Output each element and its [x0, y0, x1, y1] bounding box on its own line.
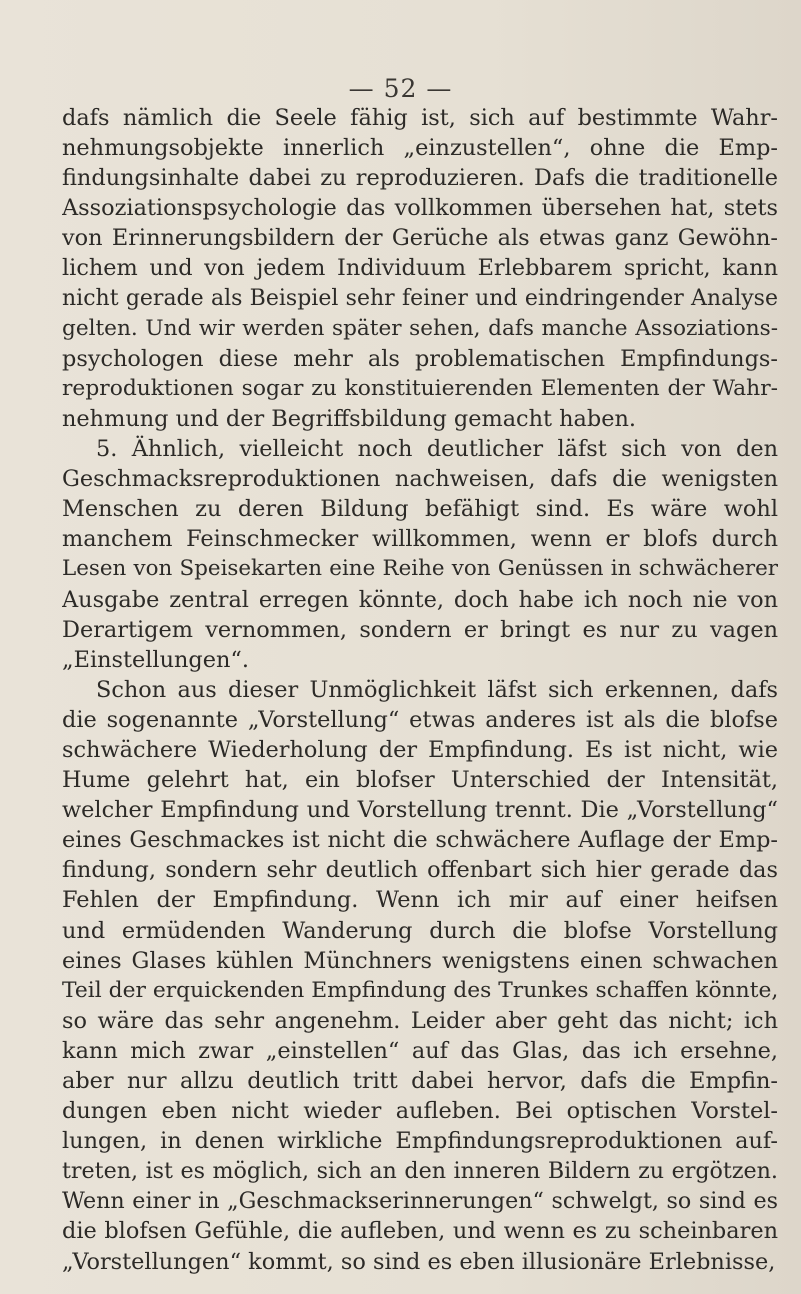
text-line: 5. Ähnlich, vielleicht noch deutlicher läfst sich von den	[96, 436, 778, 463]
text-line: Assoziationspsychologie das vollkommen übersehen hat, stets	[62, 195, 778, 222]
text-line: nicht gerade als Beispiel sehr feiner und eindringender Analyse	[62, 285, 778, 311]
text-line: von Erinnerungsbildern der Gerüche als etwas ganz Gewöhn-	[62, 225, 778, 252]
text-line: nehmungsobjekte innerlich „einzustellen“, ohne die Emp-	[62, 135, 778, 162]
text-line: Schon aus dieser Unmöglichkeit läfst sich erkennen, dafs	[96, 676, 778, 703]
text-line: und ermüdenden Wanderung durch die blofse Vorstellung	[62, 917, 778, 944]
text-line: Geschmacksreproduktionen nachweisen, dafs die wenigsten	[62, 466, 778, 493]
text-line: Derartigem vernommen, sondern er bringt es nur zu vagen	[62, 616, 778, 643]
text-line: welcher Empfindung und Vorstellung trennt. Die „Vorstellung“	[62, 797, 778, 824]
text-line: nehmung und der Begriffsbildung gemacht haben.	[62, 405, 637, 432]
page-number: — 52 —	[348, 74, 453, 103]
text-line: die sogenannte „Vorstellung“ etwas anderes ist als die blofse	[62, 706, 778, 733]
text-line: so wäre das sehr angenehm. Leider aber geht das nicht; ich	[62, 1007, 778, 1034]
text-line: Hume gelehrt hat, ein blofser Unterschied der Intensität,	[62, 767, 778, 794]
text-line: reproduktionen sogar zu konstituierenden Elementen der Wahr-	[62, 375, 778, 401]
text-line: kann mich zwar „einstellen“ auf das Glas, das ich ersehne,	[62, 1037, 778, 1064]
text-line: findungsinhalte dabei zu reproduzieren. Dafs die traditionelle	[62, 165, 778, 192]
text-line: gelten. Und wir werden später sehen, dafs manche Assoziations-	[62, 315, 778, 341]
text-line: die blofsen Gefühle, die aufleben, und wenn es zu scheinbaren	[62, 1218, 778, 1245]
text-line: lichem und von jedem Individuum Erlebbarem spricht, kann	[62, 255, 778, 282]
text-line: „Einstellungen“.	[62, 646, 249, 673]
text-line: findung, sondern sehr deutlich offenbart sich hier gerade das	[62, 857, 778, 884]
text-line: „Vorstellungen“ kommt, so sind es eben illusionäre Erlebnisse,	[62, 1248, 776, 1275]
text-line: Wenn einer in „Geschmackserinnerungen“ schwelgt, so sind es	[62, 1188, 778, 1215]
text-line: Ausgabe zentral erregen könnte, doch habe ich noch nie von	[62, 586, 778, 613]
text-line: manchem Feinschmecker willkommen, wenn er blofs durch	[62, 526, 778, 553]
text-line: psychologen diese mehr als problematischen Empfindungs-	[62, 345, 778, 372]
text-line: dungen eben nicht wieder aufleben. Bei optischen Vorstel-	[62, 1098, 778, 1125]
text-line: Teil der erquickenden Empfindung des Trunkes schaffen könnte,	[62, 977, 778, 1003]
text-line: Lesen von Speisekarten eine Reihe von Genüssen in schwächerer	[62, 556, 778, 582]
text-line: schwächere Wiederholung der Empfindung. Es ist nicht, wie	[62, 736, 778, 763]
text-line: eines Geschmackes ist nicht die schwächere Auflage der Emp-	[62, 827, 778, 854]
text-line: dafs nämlich die Seele fähig ist, sich auf bestimmte Wahr-	[62, 105, 778, 131]
text-line: lungen, in denen wirkliche Empfindungsreproduktionen auf-	[62, 1128, 778, 1155]
body-text	[62, 103, 778, 1277]
text-line: treten, ist es möglich, sich an den inneren Bildern zu ergötzen.	[62, 1158, 778, 1185]
text-line: Menschen zu deren Bildung befähigt sind. Es wäre wohl	[62, 496, 778, 523]
text-line: Fehlen der Empfindung. Wenn ich mir auf einer heifsen	[62, 887, 778, 914]
text-line: eines Glases kühlen Münchners wenigstens einen schwachen	[62, 947, 778, 974]
text-line: aber nur allzu deutlich tritt dabei hervor, dafs die Empfin-	[62, 1068, 778, 1094]
